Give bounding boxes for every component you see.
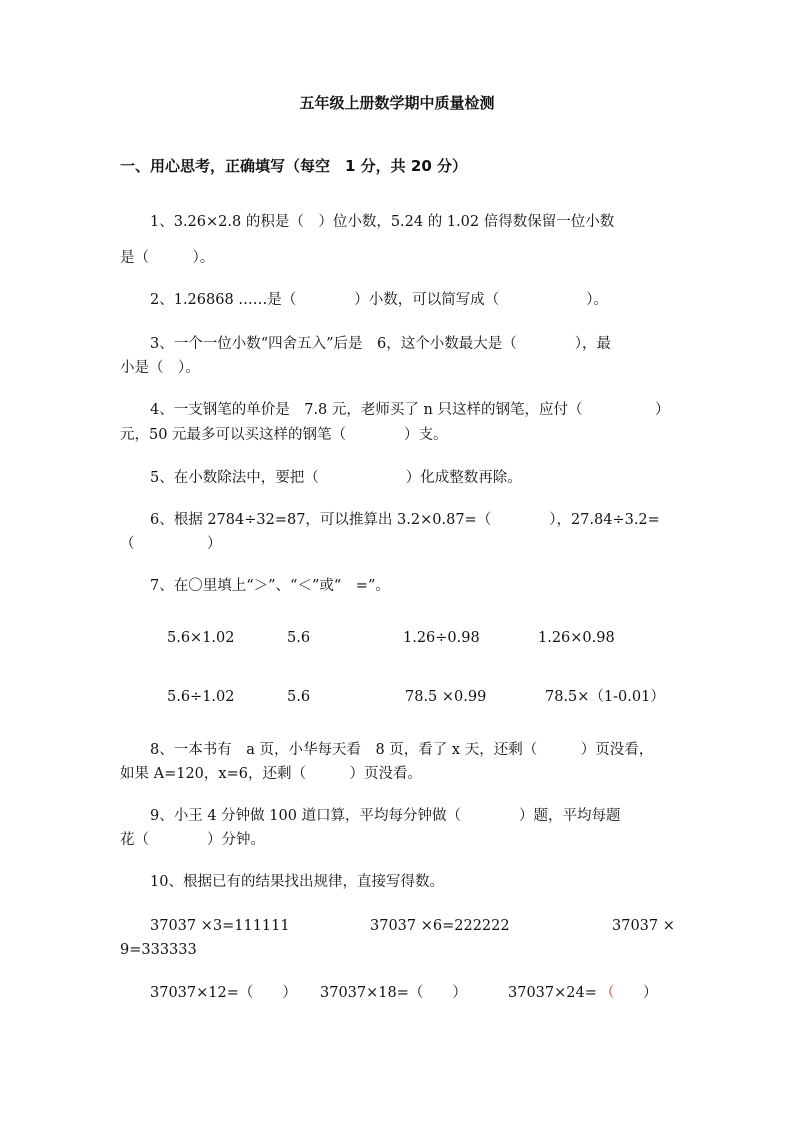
- pattern-item: 37037 ×3=111111: [150, 918, 290, 934]
- compare-item: 1.26×0.98: [538, 630, 615, 646]
- question-9-line-1: 9、小王 4 分钟做 100 道口算，平均每分钟做（ ）题，平均每题: [150, 808, 621, 824]
- question-10-stem: 10、根据已有的结果找出规律，直接写得数。: [150, 874, 444, 890]
- pattern-item: 37037 ×6=222222: [370, 918, 510, 934]
- compare-item: 5.6÷1.02: [167, 689, 235, 705]
- question-3-line-2: 小是（ ）。: [120, 360, 200, 376]
- question-9-line-2: 花（ ）分钟。: [120, 832, 265, 848]
- compare-item: 78.5×（1-0.01）: [545, 689, 665, 705]
- question-8-line-1: 8、一本书有 a 页，小华每天看 8 页，看了 x 天，还剩（ ）页没看，: [150, 742, 654, 758]
- pattern-item-close: ）: [614, 985, 658, 1001]
- question-1-line-2: 是（ ）。: [120, 250, 215, 266]
- compare-item: 5.6: [287, 630, 311, 646]
- question-4-line-2: 元，50 元最多可以买这样的钢笔（ ）支。: [120, 427, 448, 443]
- pattern-item-wrap: 9=333333: [120, 942, 197, 958]
- question-6-line-2: （ ）: [120, 536, 222, 552]
- section-heading-1: 一、用心思考，正确填写（每空 1 分，共 20 分）: [120, 157, 467, 175]
- pattern-item: 37037×24=: [508, 985, 597, 1001]
- question-4-line-1: 4、一支钢笔的单价是 7.8 元，老师买了 n 只这样的钢笔，应付（ ）: [150, 402, 670, 418]
- question-5: 5、在小数除法中，要把（ ）化成整数再除。: [150, 470, 522, 486]
- pattern-item: 37037×18=（ ）: [320, 985, 467, 1001]
- question-6-line-1: 6、根据 2784÷32=87，可以推算出 3.2×0.87=（ ），27.84÷3.2=: [150, 512, 660, 528]
- page-title: 五年级上册数学期中质量检测: [299, 94, 495, 112]
- compare-item: 78.5 ×0.99: [405, 689, 487, 705]
- question-3-line-1: 3、一个一位小数“四舍五入”后是 6，这个小数最大是（ ），最: [150, 336, 612, 352]
- question-2: 2、1.26868 ……是（ ）小数，可以简写成（ ）。: [150, 292, 609, 308]
- pattern-item: 37037×12=（ ）: [150, 985, 297, 1001]
- compare-item: 5.6: [287, 689, 311, 705]
- red-paren: （: [600, 985, 615, 1001]
- question-7-stem: 7、在〇里填上“＞”、“＜”或“ =”。: [150, 578, 390, 594]
- compare-item: 5.6×1.02: [167, 630, 235, 646]
- question-8-line-2: 如果 A=120，x=6，还剩（ ）页没看。: [120, 766, 422, 782]
- pattern-item: 37037 ×: [612, 918, 675, 934]
- compare-item: 1.26÷0.98: [403, 630, 480, 646]
- question-1-line-1: 1、3.26×2.8 的积是（ ）位小数，5.24 的 1.02 倍得数保留一位小数: [150, 214, 615, 230]
